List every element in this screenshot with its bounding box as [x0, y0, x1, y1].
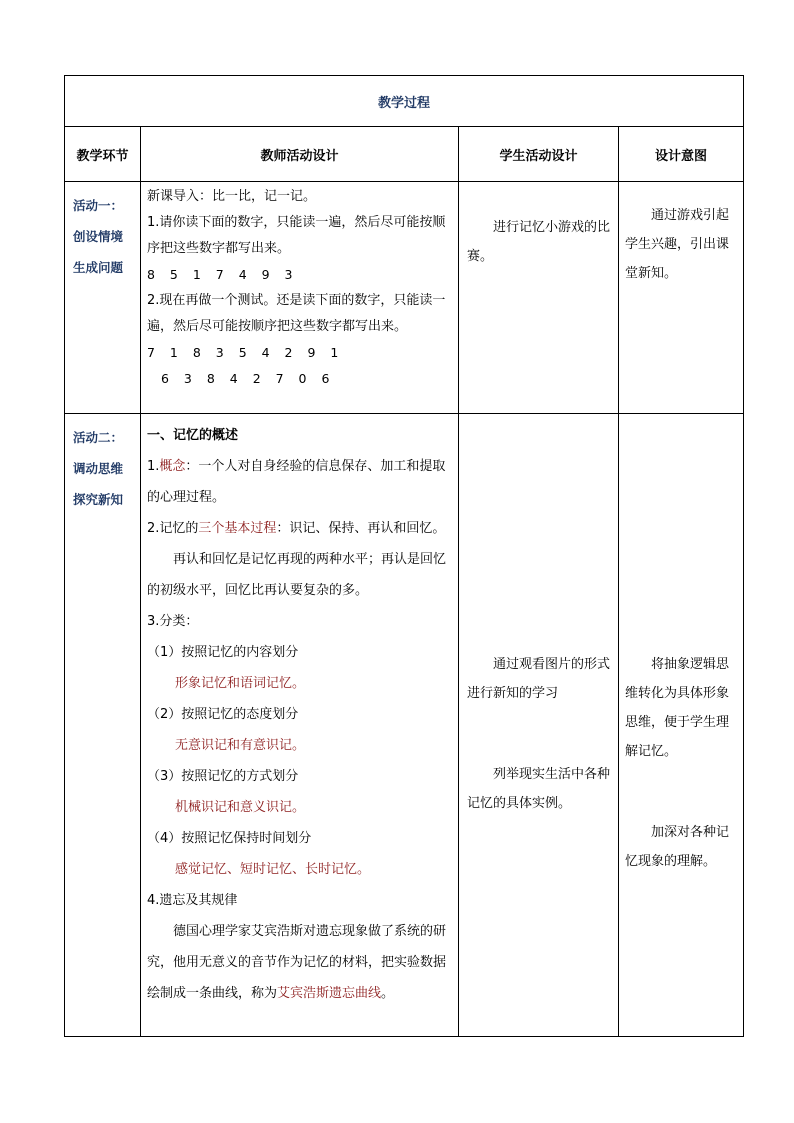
class-3-label: （3）按照记忆的方式划分 — [147, 769, 299, 784]
student-text-1: 进行记忆小游戏的比赛。 — [467, 220, 611, 264]
test-1-instruction: 1.请你读下面的数字，只能读一遍，然后尽可能按顺序把这些数字都写出来。 — [147, 215, 446, 256]
intent-cell-2 — [619, 414, 744, 1037]
header-teacher: 教师活动设计 — [141, 127, 459, 182]
classify-title: 3.分类： — [147, 614, 199, 629]
digits-1: 8 5 1 7 4 9 3 — [147, 267, 293, 282]
stage-2-line-3: 探究新知 — [73, 492, 124, 507]
class-2-value: 无意识记和有意识记。 — [175, 738, 306, 753]
class-2-label: （2）按照记忆的态度划分 — [147, 707, 299, 722]
stage-1-line-1: 活动一： — [73, 198, 124, 213]
class-4-label: （4）按照记忆保持时间划分 — [147, 831, 312, 846]
header-intent: 设计意图 — [619, 127, 744, 182]
class-4-value: 感觉记忆、短时记忆、长时记忆。 — [175, 862, 371, 877]
forget-term: 艾宾浩斯遗忘曲线 — [277, 986, 382, 1001]
forget-title: 4.遗忘及其规律 — [147, 893, 238, 908]
digits-2: 7 1 8 3 5 4 2 9 1 — [147, 345, 339, 360]
header-stage: 教学环节 — [65, 127, 141, 182]
student-cell-1 — [459, 182, 619, 414]
section-title: 一、记忆的概述 — [147, 428, 239, 443]
digits-3: 6 3 8 4 2 7 0 6 — [161, 371, 330, 386]
stage-cell-1 — [65, 182, 141, 414]
table-title: 教学过程 — [65, 76, 744, 127]
intro-line: 新课导入：比一比，记一记。 — [147, 189, 317, 204]
test-2-instruction: 2.现在再做一个测试。还是读下面的数字，只能读一遍，然后尽可能按顺序把这些数字都写出来。 — [147, 293, 446, 334]
forget-text: 德国心理学家艾宾浩斯对遗忘现象做了系统的研究，他用无意义的音节作为记忆的材料，把实验数据绘制成一条曲线，称为 — [147, 924, 447, 1001]
concept-text: ：一个人对自身经验的信息保存、加工和提取的心理过程。 — [147, 459, 446, 505]
process-term: 三个基本过程 — [198, 521, 277, 536]
student-cell-2 — [459, 414, 619, 1037]
process-text: ：识记、保持、再认和回忆。 — [276, 521, 446, 536]
intent-text-1: 通过游戏引起学生兴趣，引出课堂新知。 — [625, 208, 730, 281]
teacher-cell-1 — [141, 182, 459, 414]
student-text-2b: 列举现实生活中各种记忆的具体实例。 — [467, 767, 611, 811]
stage-1-line-3: 生成问题 — [73, 260, 124, 275]
teaching-process-table — [64, 75, 744, 1037]
concept-prefix: 1. — [147, 459, 160, 474]
process-note: 再认和回忆是记忆再现的两种水平；再认是回忆的初级水平，回忆比再认要复杂的多。 — [147, 552, 447, 598]
forget-paragraph — [147, 916, 452, 1009]
forget-end: 。 — [381, 986, 395, 1001]
stage-2-line-2: 调动思维 — [73, 461, 124, 476]
class-1-value: 形象记忆和语词记忆。 — [175, 676, 306, 691]
concept-line — [147, 451, 452, 513]
intent-text-2b: 加深对各种记忆现象的理解。 — [625, 825, 730, 869]
intent-text-2a: 将抽象逻辑思维转化为具体形象思维，便于学生理解记忆。 — [625, 657, 730, 759]
intent-cell-1 — [619, 182, 744, 414]
class-3-value: 机械识记和意义识记。 — [175, 800, 306, 815]
concept-term: 概念 — [159, 459, 186, 474]
header-student: 学生活动设计 — [459, 127, 619, 182]
class-1-label: （1）按照记忆的内容划分 — [147, 645, 299, 660]
process-line — [147, 513, 452, 544]
student-text-2a: 通过观看图片的形式进行新知的学习 — [467, 657, 611, 701]
teacher-cell-2 — [141, 414, 459, 1037]
stage-cell-2 — [65, 414, 141, 1037]
stage-1-line-2: 创设情境 — [73, 229, 124, 244]
process-prefix: 2.记忆的 — [147, 521, 199, 536]
stage-2-line-1: 活动二： — [73, 430, 124, 445]
